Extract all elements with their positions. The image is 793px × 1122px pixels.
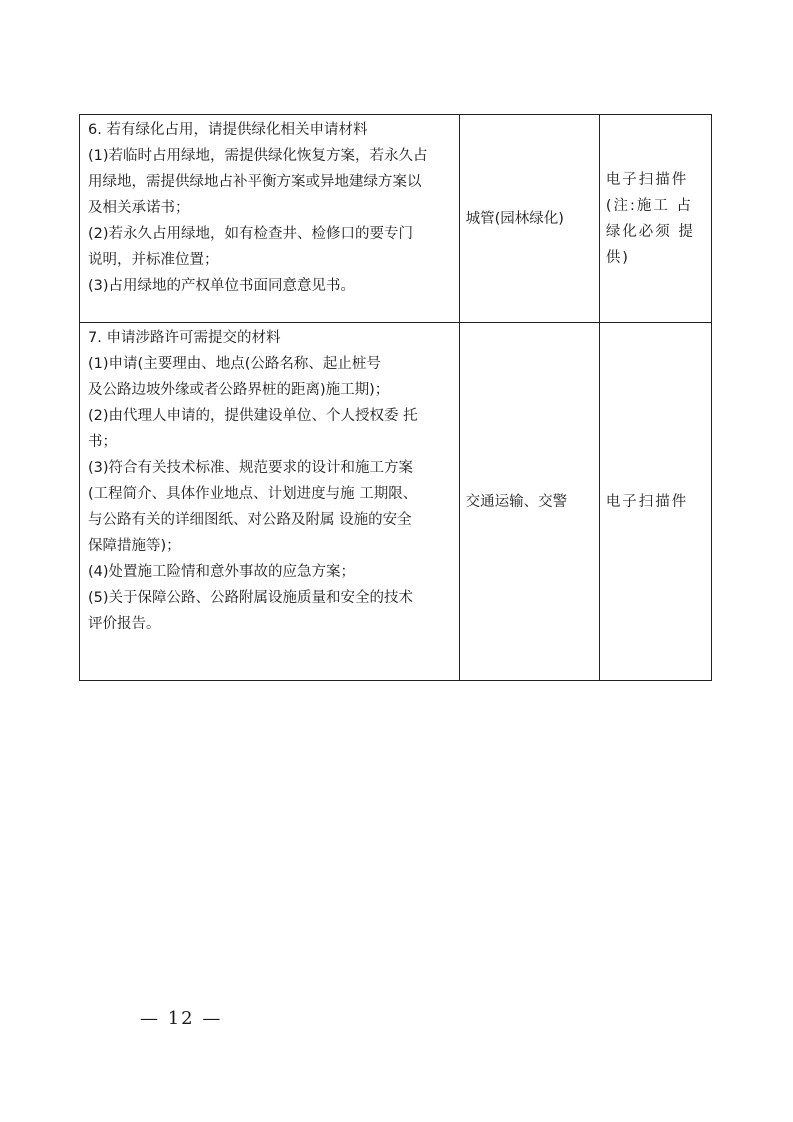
materials-cell	[80, 323, 460, 681]
list-item: 与公路有关的详细图纸、对公路及附属 设施的安全	[88, 512, 412, 528]
list-item: 用绿地，需提供绿地占补平衡方案或异地建绿方案以	[88, 174, 422, 190]
list-item: 书；	[88, 434, 117, 450]
table-row	[80, 323, 712, 681]
list-item: (2)若永久占用绿地，如有检查井、检修口的要专门	[88, 226, 414, 242]
format-cell	[599, 323, 711, 681]
department-label: 交通运输、交警	[465, 493, 568, 510]
list-item: (2)由代理人申请的，提供建设单位、个人授权委 托	[88, 408, 418, 424]
list-item: 及相关承诺书；	[88, 200, 190, 216]
row-title: 7. 申请涉路许可需提交的材料	[88, 330, 281, 346]
list-item: 说明，并标准位置；	[88, 252, 219, 268]
row-title: 6. 若有绿化占用，请提供绿化相关申请材料	[88, 122, 368, 138]
list-item: (3)符合有关技术标准、规范要求的设计和施工方案	[88, 460, 414, 476]
format-line: 电子扫描件	[605, 493, 689, 510]
list-item: 及公路边坡外缘或者公路界桩的距离)施工期)；	[88, 382, 390, 398]
department-cell	[459, 323, 599, 681]
format-cell	[599, 115, 711, 323]
department-cell	[459, 115, 599, 323]
materials-cell	[80, 115, 460, 323]
requirements-table	[79, 114, 712, 681]
list-item: (5)关于保障公路、公路附属设施质量和安全的技术	[88, 590, 414, 606]
format-line: 供)	[605, 249, 630, 266]
list-item: (工程简介、具体作业地点、计划进度与施 工期限、	[88, 486, 418, 502]
format-line: 绿化必须 提	[605, 223, 695, 240]
page-number: — 12 —	[140, 1008, 223, 1029]
list-item: (1)申请(主要理由、地点(公路名称、起止桩号	[88, 356, 381, 372]
list-item: (4)处置施工险情和意外事故的应急方案；	[88, 564, 356, 580]
department-label: 城管(园林绿化)	[465, 210, 564, 227]
list-item: 评价报告。	[88, 616, 161, 632]
table-row	[80, 115, 712, 323]
format-line: 电子扫描件	[605, 171, 689, 188]
format-line: (注:施工 占	[605, 197, 693, 214]
list-item: (3)占用绿地的产权单位书面同意意见书。	[88, 278, 356, 294]
list-item: 保障措施等)；	[88, 538, 181, 554]
list-item: (1)若临时占用绿地，需提供绿化恢复方案，若永久占	[88, 148, 428, 164]
